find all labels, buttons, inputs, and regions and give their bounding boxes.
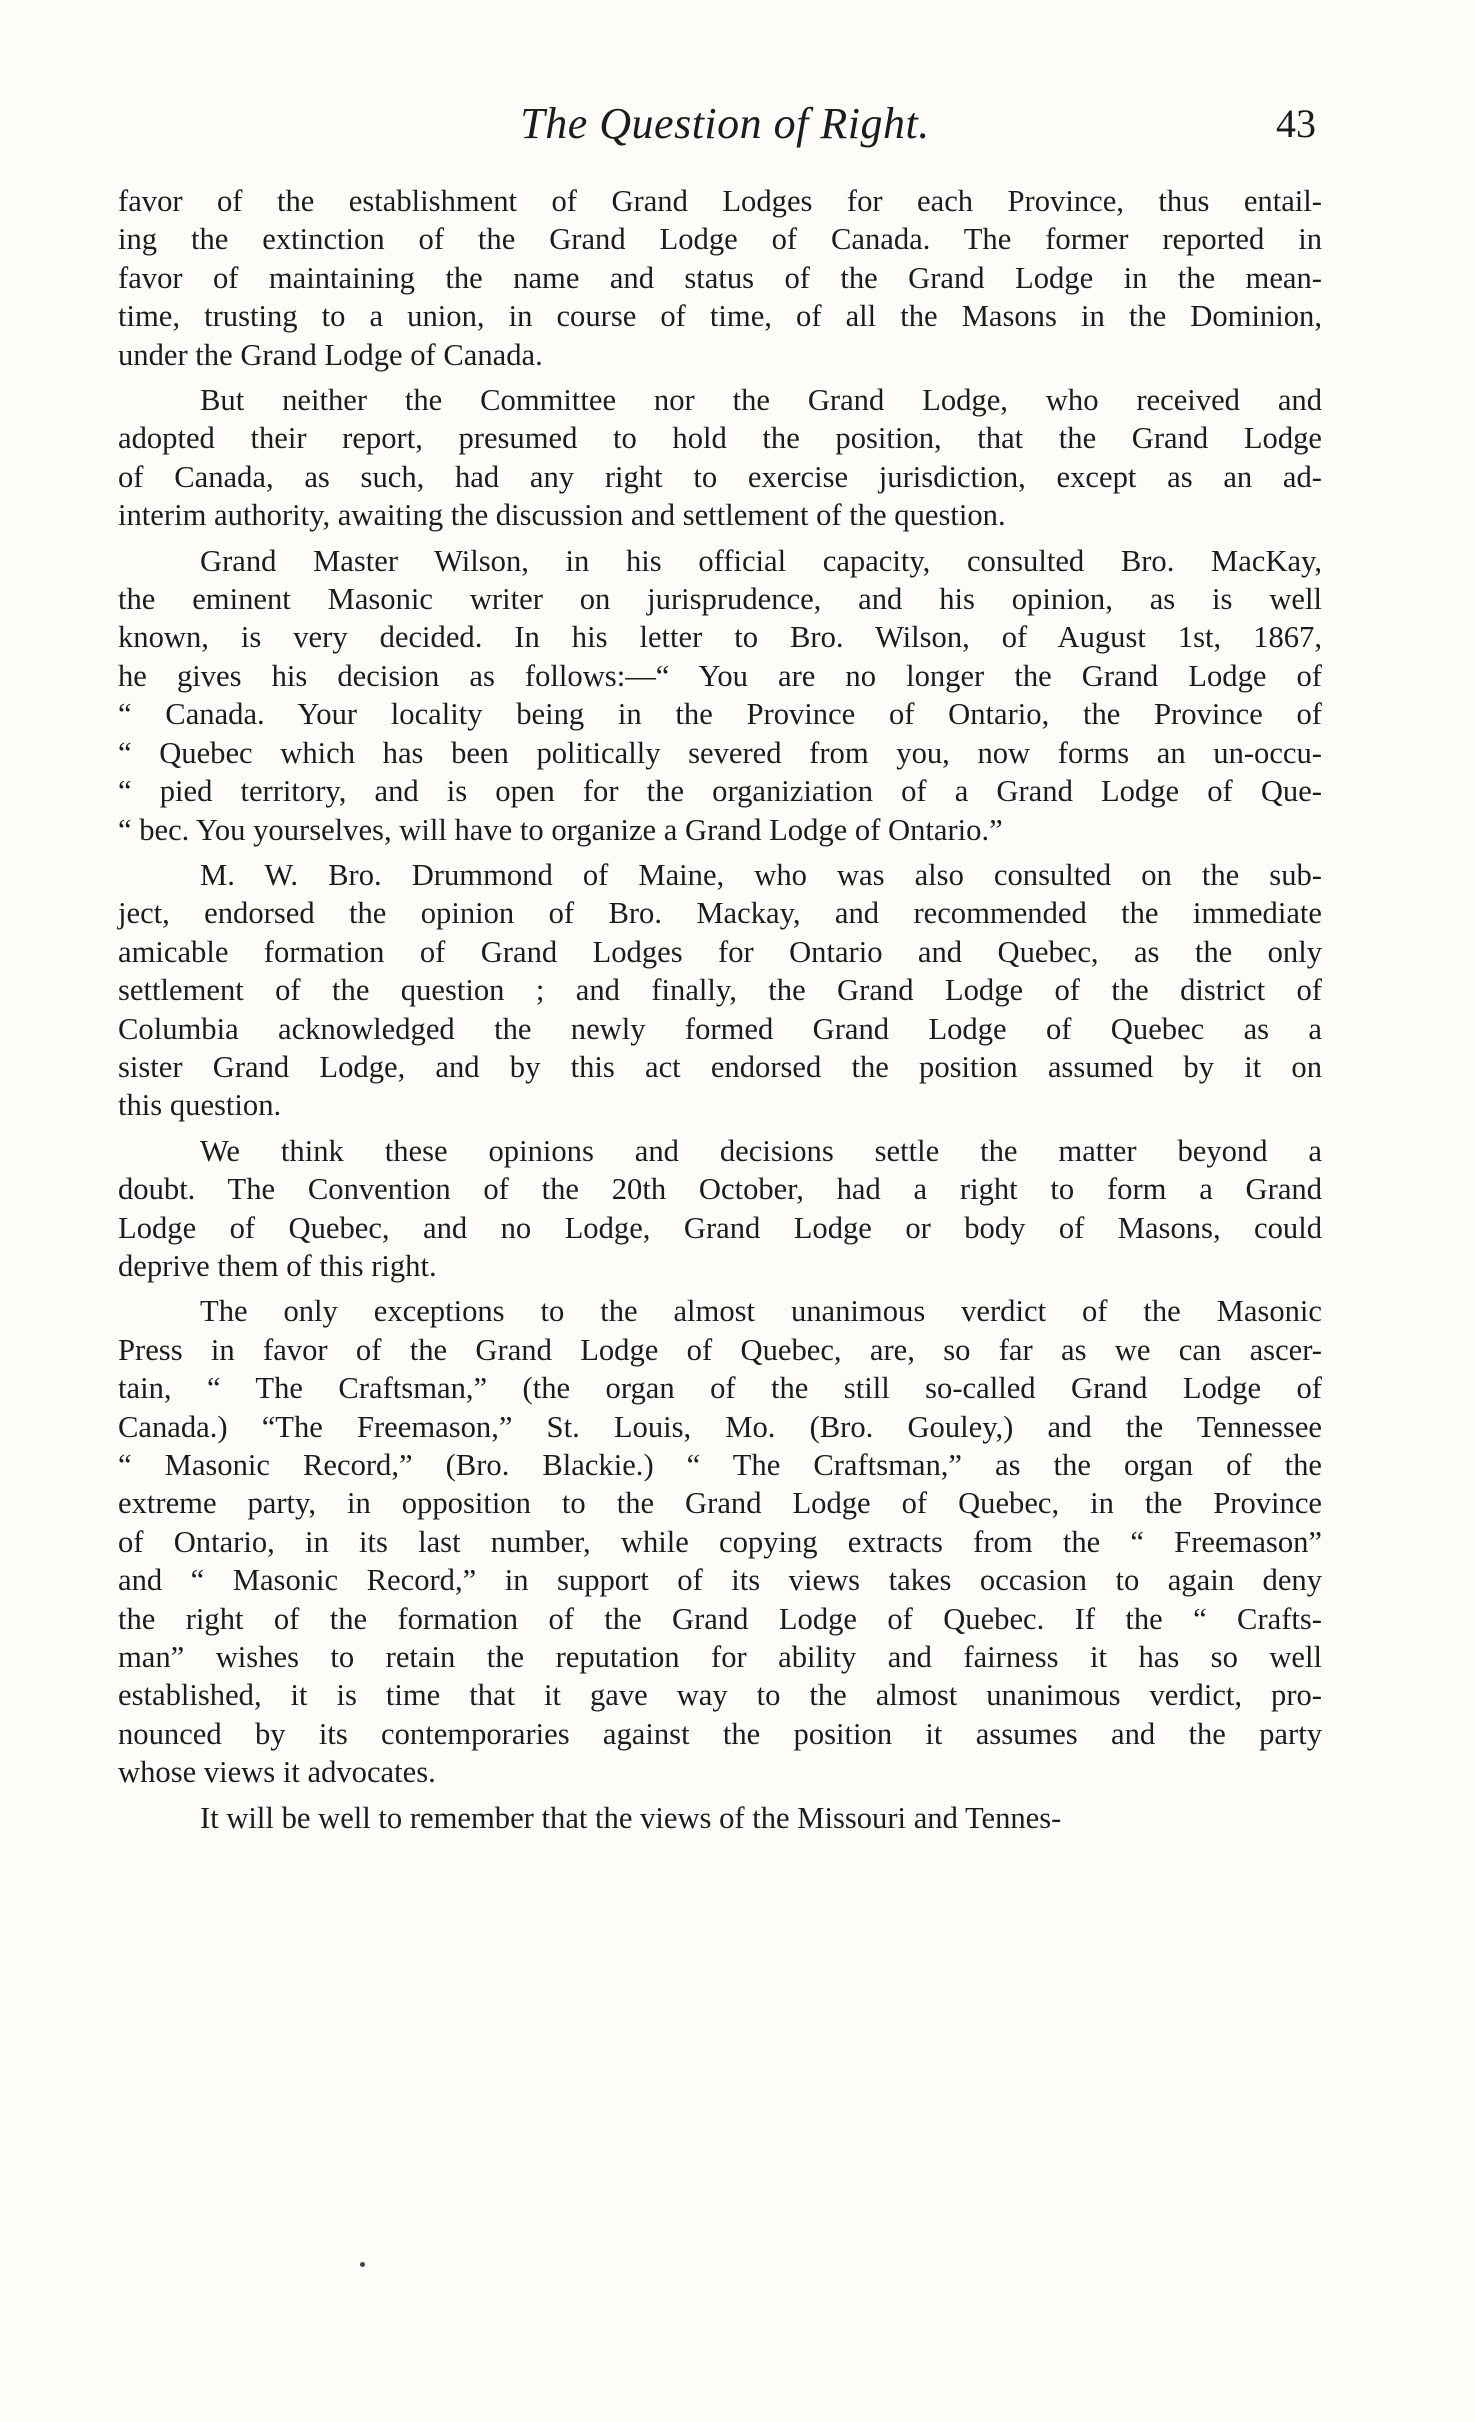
text-line: ing the extinction of the Grand Lodge of Canada. The former reported in xyxy=(118,222,1322,257)
printer-mark xyxy=(360,2262,365,2267)
text-line: The only exceptions to the almost unanimous verdict of the Masonic xyxy=(200,1294,1322,1329)
text-line: favor of maintaining the name and status of the Grand Lodge in the mean- xyxy=(118,260,1322,295)
text-line: sister Grand Lodge, and by this act endorsed the position assumed by it on xyxy=(118,1049,1322,1084)
text-line: of Ontario, in its last number, while copying extracts from the “ Freemason” xyxy=(118,1524,1322,1559)
text-line: this question. xyxy=(118,1088,282,1123)
text-line: and “ Masonic Record,” in support of its views takes occasion to again deny xyxy=(118,1563,1322,1598)
text-line: Canada.) “The Freemason,” St. Louis, Mo. (Bro. Gouley,) and the Tennessee xyxy=(118,1409,1322,1444)
text-line: settlement of the question ; and finally, the Grand Lodge of the district of xyxy=(118,973,1322,1008)
text-line: time, trusting to a union, in course of time, of all the Masons in the Dominion, xyxy=(118,299,1322,334)
text-line: amicable formation of Grand Lodges for Ontario and Quebec, as the only xyxy=(118,934,1322,969)
text-line: he gives his decision as follows:—“ You are no longer the Grand Lodge of xyxy=(118,658,1322,693)
paragraph xyxy=(118,1799,1322,1837)
text-line: But neither the Committee nor the Grand Lodge, who received and xyxy=(200,383,1322,418)
text-line: Grand Master Wilson, in his official capacity, consulted Bro. MacKay, xyxy=(200,543,1322,578)
text-line: We think these opinions and decisions settle the matter beyond a xyxy=(200,1133,1322,1168)
text-line: Press in favor of the Grand Lodge of Quebec, are, so far as we can ascer- xyxy=(118,1332,1322,1367)
paragraph xyxy=(118,1132,1322,1286)
text-line: deprive them of this right. xyxy=(118,1248,437,1283)
text-line: M. W. Bro. Drummond of Maine, who was also consulted on the sub- xyxy=(200,857,1322,892)
text-line: under the Grand Lodge of Canada. xyxy=(118,337,543,372)
page-number: 43 xyxy=(1276,101,1316,146)
paragraph xyxy=(118,856,1322,1125)
text-line: tain, “ The Craftsman,” (the organ of the still so-called Grand Lodge of xyxy=(118,1371,1322,1406)
text-line: nounced by its contemporaries against the position it assumes and the party xyxy=(118,1716,1322,1751)
text-line: extreme party, in opposition to the Grand Lodge of Quebec, in the Province xyxy=(118,1486,1322,1521)
text-line: “ Canada. Your locality being in the Province of Ontario, the Province of xyxy=(118,697,1322,732)
text-line: Lodge of Quebec, and no Lodge, Grand Lodge or body of Masons, could xyxy=(118,1210,1322,1245)
text-line: It will be well to remember that the views of the Missouri and Tennes- xyxy=(200,1800,1062,1835)
text-line: “ Quebec which has been politically severed from you, now forms an un-occu- xyxy=(118,735,1322,770)
text-line: Columbia acknowledged the newly formed Grand Lodge of Quebec as a xyxy=(118,1011,1322,1046)
text-line: established, it is time that it gave way to the almost unanimous verdict, pro- xyxy=(118,1678,1322,1713)
paragraph xyxy=(118,182,1322,374)
text-line: the eminent Masonic writer on jurisprudence, and his opinion, as is well xyxy=(118,582,1322,617)
body-text xyxy=(118,182,1322,1844)
paragraph xyxy=(118,1292,1322,1791)
text-line: man” wishes to retain the reputation for ability and fairness it has so well xyxy=(118,1640,1322,1675)
text-line: favor of the establishment of Grand Lodges for each Province, thus entail- xyxy=(118,184,1322,218)
page-header xyxy=(120,98,1330,158)
text-line: doubt. The Convention of the 20th October, had a right to form a Grand xyxy=(118,1172,1322,1207)
text-line: of Canada, as such, had any right to exercise jurisdiction, except as an ad- xyxy=(118,459,1322,494)
running-title: The Question of Right. xyxy=(520,99,930,148)
text-line: the right of the formation of the Grand Lodge of Quebec. If the “ Crafts- xyxy=(118,1601,1322,1636)
text-line: “ pied territory, and is open for the organiziation of a Grand Lodge of Que- xyxy=(118,774,1322,809)
text-line: “ bec. You yourselves, will have to organize a Grand Lodge of Ontario.” xyxy=(118,812,1003,847)
paragraph xyxy=(118,542,1322,849)
text-line: “ Masonic Record,” (Bro. Blackie.) “ The Craftsman,” as the organ of the xyxy=(118,1448,1322,1482)
text-line: ject, endorsed the opinion of Bro. Mackay, and recommended the immediate xyxy=(118,896,1322,931)
text-line: whose views it advocates. xyxy=(118,1755,436,1790)
paragraph xyxy=(118,381,1322,535)
text-line: known, is very decided. In his letter to Bro. Wilson, of August 1st, 1867, xyxy=(118,620,1322,655)
text-line: adopted their report, presumed to hold the position, that the Grand Lodge xyxy=(118,421,1322,456)
text-line: interim authority, awaiting the discussion and settlement of the question. xyxy=(118,498,1006,533)
